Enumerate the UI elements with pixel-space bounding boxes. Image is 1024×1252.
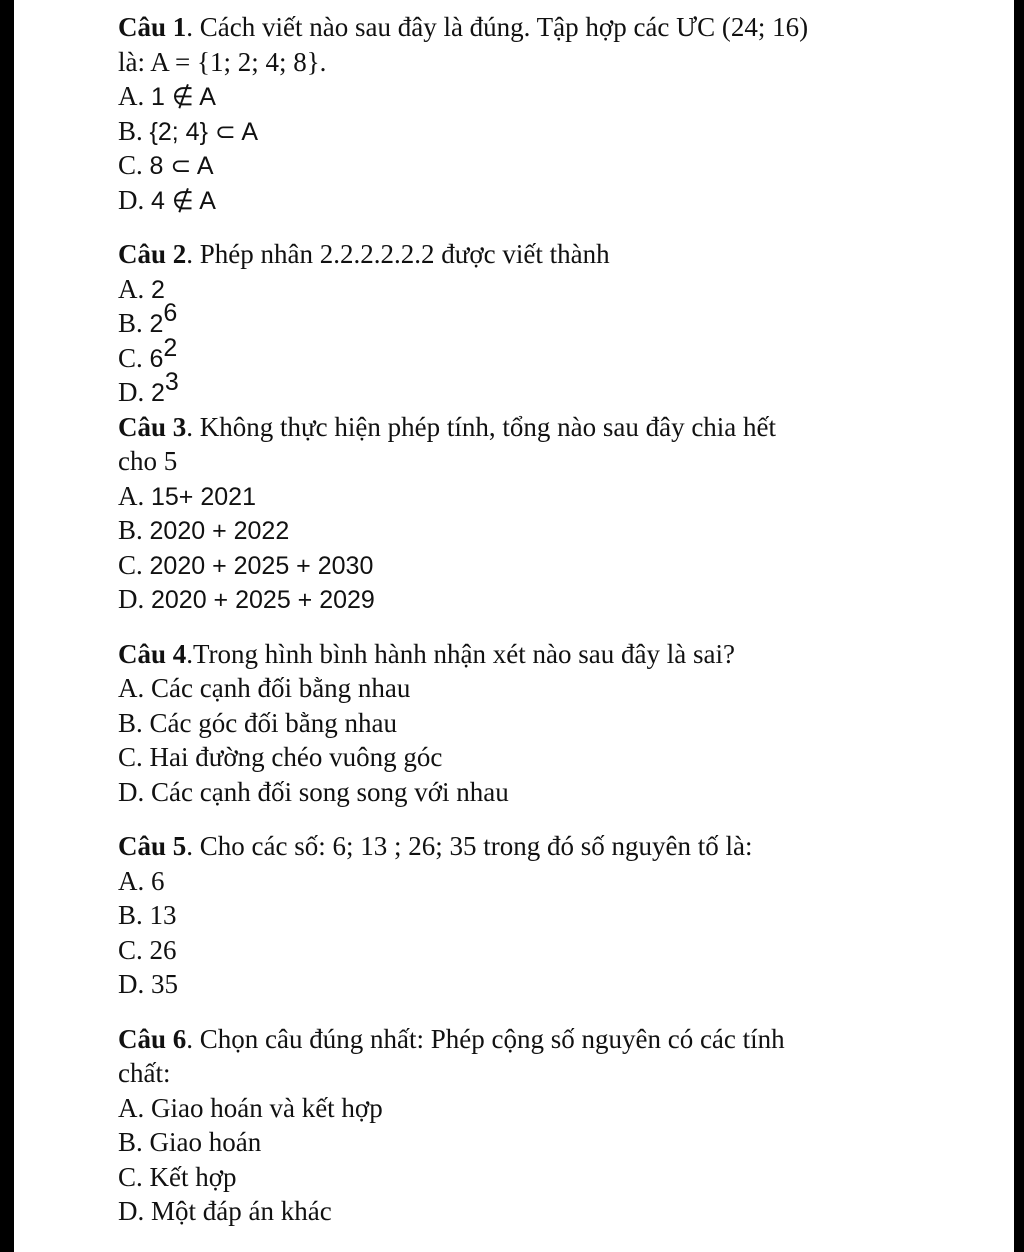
- question-stem: [118, 1022, 898, 1057]
- spacer: [118, 1002, 898, 1022]
- question-stem: [118, 410, 898, 445]
- option-b: B. Các góc đối bằng nhau: [118, 707, 397, 738]
- question-text-cont: là: A = {1; 2; 4; 8}.: [118, 46, 327, 77]
- option-d: D. 4 ∉ A: [118, 184, 216, 215]
- option-a: A. 6: [118, 865, 165, 896]
- question-2: [118, 237, 898, 410]
- spacer: [118, 217, 898, 237]
- option-b: B. $2^6$: [118, 299, 178, 338]
- option-a: A. 15+ 2021: [118, 480, 256, 511]
- option-c: C. 8 ⊂ A: [118, 150, 214, 180]
- question-text: . Cho các số: 6; 13 ; 26; 35 trong đó số nguyên tố là:: [186, 831, 753, 861]
- option-c: C. 26: [118, 934, 177, 965]
- question-list: [118, 10, 898, 1229]
- option-d: D. 2020 + 2025 + 2029: [118, 584, 375, 614]
- question-text: . Phép nhân 2.2.2.2.2.2 được viết thành: [186, 239, 610, 269]
- right-black-border: [1014, 0, 1024, 1252]
- option-d: D. 35: [118, 969, 178, 999]
- option-d: D. Các cạnh đối song song với nhau: [118, 776, 509, 807]
- question-stem: [118, 10, 898, 45]
- option-d: D. Một đáp án khác: [118, 1196, 332, 1226]
- option-b: B. {2; 4} ⊂ A: [118, 115, 259, 146]
- question-text: . Cách viết nào sau đây là đúng. Tập hợp các ƯC (24; 16): [186, 12, 809, 42]
- question-number: Câu 3: [118, 411, 187, 442]
- option-a: A. 2: [118, 273, 165, 304]
- spacer: [118, 809, 898, 829]
- question-stem: [118, 237, 898, 272]
- exponent: 3: [164, 368, 179, 396]
- option-d: D. $2^3$: [118, 368, 179, 407]
- option-b: B. Giao hoán: [118, 1127, 262, 1157]
- question-text: . Chọn câu đúng nhất: Phép cộng số nguyên có các tính: [186, 1023, 785, 1054]
- question-number: Câu 5: [118, 831, 187, 861]
- question-text-cont: chất:: [118, 1058, 171, 1088]
- option-c: C. Kết hợp: [118, 1161, 237, 1192]
- question-4: [118, 637, 898, 810]
- option-c: C. Hai đường chéo vuông góc: [118, 742, 443, 772]
- exponent: 2: [163, 333, 178, 362]
- option-c: C. 2020 + 2025 + 2030: [118, 549, 374, 580]
- question-3: [118, 410, 898, 617]
- question-6: [118, 1022, 898, 1229]
- option-a: A. Các cạnh đối bằng nhau: [118, 673, 411, 703]
- question-text: .Trong hình bình hành nhận xét nào sau đây là sai?: [186, 638, 735, 669]
- option-a: A. Giao hoán và kết hợp: [118, 1092, 383, 1123]
- question-text-cont: cho 5: [118, 446, 178, 476]
- spacer: [118, 617, 898, 637]
- question-text: . Không thực hiện phép tính, tổng nào sau đây chia hết: [186, 411, 777, 442]
- left-black-border: [0, 0, 14, 1252]
- option-c: C. $6^2$: [118, 333, 178, 373]
- question-5: [118, 829, 898, 1002]
- question-number: Câu 4: [118, 638, 187, 669]
- question-number: Câu 2: [118, 239, 187, 269]
- option-a: A. 1 ∉ A: [118, 81, 216, 111]
- question-number: Câu 6: [118, 1023, 187, 1054]
- question-1: [118, 10, 898, 217]
- option-b: B. 13: [118, 900, 177, 930]
- option-b: B. 2020 + 2022: [118, 515, 290, 545]
- question-stem: [118, 829, 898, 864]
- exponent: 6: [163, 299, 178, 327]
- question-stem: [118, 637, 898, 672]
- question-number: Câu 1: [118, 12, 187, 42]
